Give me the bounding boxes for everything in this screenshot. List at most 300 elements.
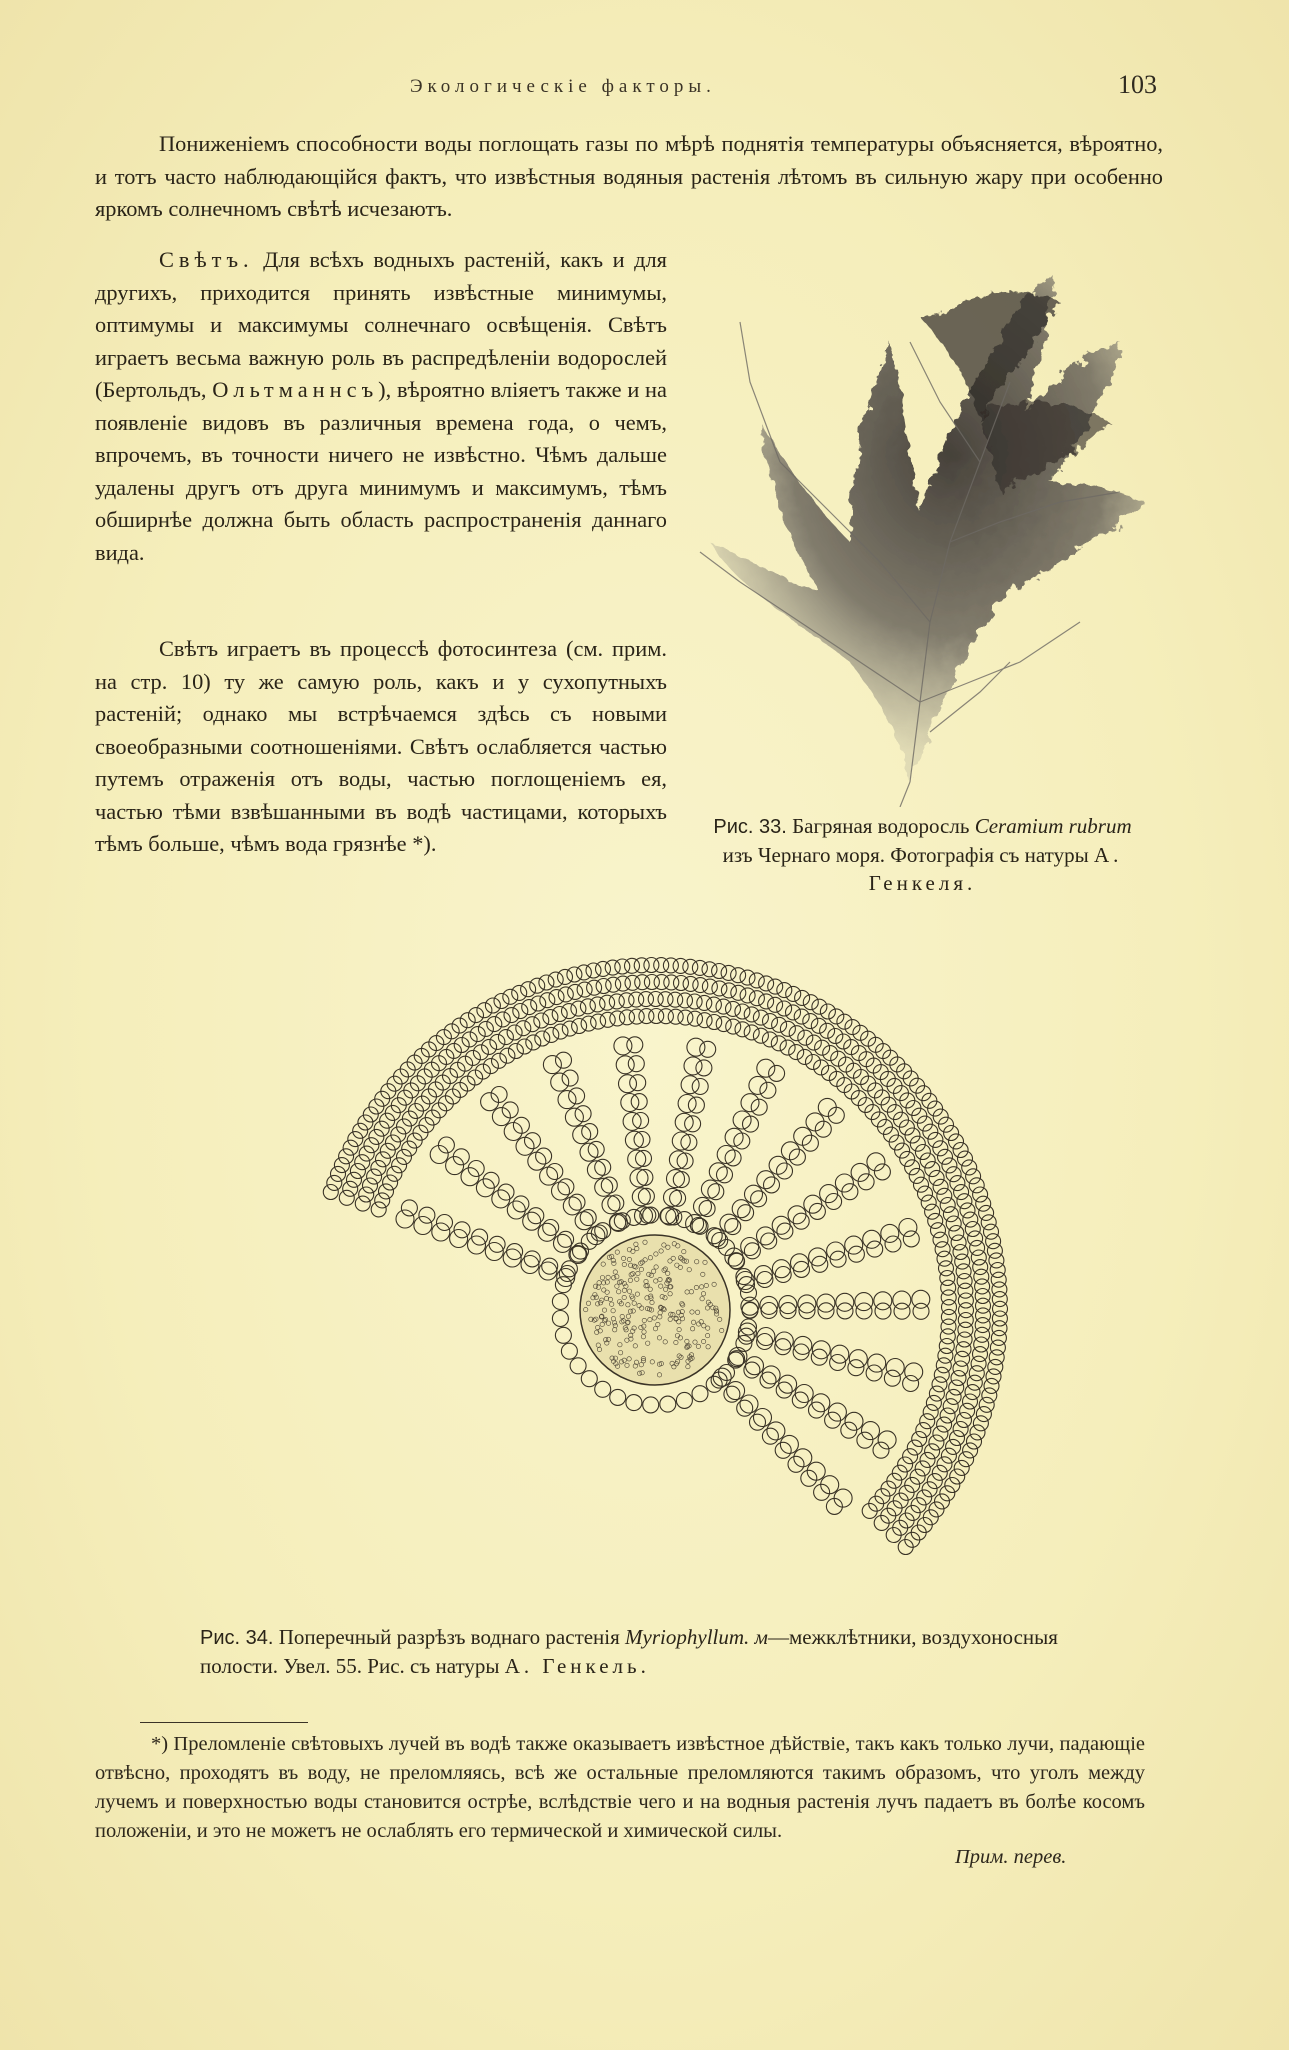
cortex-cell	[375, 1193, 390, 1208]
cortex-cell	[970, 1425, 985, 1440]
spoke-cell	[547, 1164, 563, 1180]
spoke-cell	[857, 1432, 873, 1448]
spoke-cell	[401, 1200, 417, 1216]
spoke-cell	[777, 1223, 793, 1239]
cortex-cell	[586, 963, 601, 978]
cortex-cell	[371, 1160, 386, 1175]
cortex-cell	[815, 1040, 830, 1055]
spoke-cell	[885, 1236, 901, 1252]
paragraph-intro: Пониженіемъ способности воды поглощать газы по мѣрѣ поднятія температуры объясняется, вѣроятно, и тотъ часто наблюдающійся фактъ, что извѣстныя водяныя растенія лѣтомъ въ сильную жару при особенно яркомъ солнечномъ свѣтѣ исчезаютъ.	[95, 131, 1163, 221]
spoke-cell	[750, 1414, 766, 1430]
cortex-cell	[927, 1474, 942, 1489]
cortex-cell	[379, 1184, 394, 1199]
cortex-cell	[982, 1388, 997, 1403]
cortex-cell	[900, 1151, 915, 1166]
spoke-cell	[569, 1194, 585, 1210]
cortex-cell	[540, 993, 555, 1008]
endodermis-cell	[595, 1223, 611, 1239]
endodermis-cell	[719, 1240, 735, 1256]
spoke-cell	[738, 1205, 754, 1221]
cortex-cell	[558, 969, 573, 984]
cortex-cell	[795, 990, 810, 1005]
cortex-cell	[820, 1004, 835, 1019]
spoke-cell	[507, 1244, 523, 1260]
spoke-cell	[587, 1161, 605, 1179]
cortex-cell	[965, 1385, 980, 1400]
figure-34-author: А. Генкель.	[504, 1654, 650, 1678]
spoke-cell	[762, 1366, 780, 1384]
endodermis-cell	[741, 1285, 757, 1301]
spoke-cell	[708, 1184, 724, 1200]
cortex-cell	[942, 1158, 957, 1173]
cortex-cell	[929, 1170, 944, 1185]
cortex-cell	[571, 1001, 586, 1016]
figure-34-caption	[200, 1623, 1090, 1680]
cortex-cell	[939, 1117, 954, 1132]
paragraph-light-body: Для всѣхъ водныхъ растеній, какъ и для другихъ, приходится принять извѣстные минимумы, оптимумы и максимумы солнечнаго освѣщенія. Свѣтъ играетъ весьма важную роль въ распредѣленіи водорослей (Бертольдъ,	[95, 247, 667, 402]
cortex-cell	[954, 1460, 969, 1475]
spoke-cell	[881, 1224, 899, 1242]
cortex-cell	[932, 1377, 947, 1392]
figure-33-author: А. Генкеля.	[868, 843, 1123, 895]
spoke-cell	[762, 1428, 778, 1444]
spoke-cell	[836, 1293, 854, 1311]
cortex-cell	[986, 1369, 1001, 1384]
spoke-cell	[468, 1161, 484, 1177]
cortex-cell	[941, 1448, 956, 1463]
cortex-cell	[946, 1216, 961, 1231]
spoke-cell	[628, 1150, 646, 1168]
spoke-cell	[886, 1359, 904, 1377]
endodermis-cell	[626, 1209, 642, 1225]
cortex-cell	[753, 1028, 768, 1043]
cortex-cell	[929, 1386, 944, 1401]
footnote-signature: Прим. перев.	[955, 1846, 1067, 1868]
cortex-cell	[526, 1035, 541, 1050]
spoke-cell	[709, 1163, 727, 1181]
cross-section-drawing	[225, 950, 1065, 1610]
spoke-cell	[863, 1230, 881, 1248]
cortex-cell	[343, 1181, 358, 1196]
paragraph-light-body-2: ), вѣроятно вліяетъ также и на появленіе видовъ въ различныя времена года, о чемъ, впрочемъ, въ точности ничего не извѣстно. Чѣмъ дальше удалены другъ отъ друга минимумъ и максимумъ, тѣмъ обширнѣе должна быть область распространенія даннаго вида.	[95, 377, 667, 565]
spoke-cell	[696, 1060, 712, 1076]
footnote-rule	[140, 1722, 308, 1723]
spoke-cell	[414, 1217, 432, 1235]
cortex-cell	[581, 1016, 596, 1031]
cortex-cell	[932, 1465, 947, 1480]
spoke-cell	[745, 1185, 763, 1203]
cortex-cell	[925, 1162, 940, 1177]
cortex-cell	[771, 1036, 786, 1051]
spoke-cell	[831, 1345, 849, 1363]
cortex-cell	[946, 1389, 961, 1404]
cortex-cell	[892, 1465, 907, 1480]
cortex-cell	[797, 1049, 812, 1064]
spoke-cell	[779, 1375, 797, 1393]
spoke-cell	[725, 1150, 741, 1166]
cortex-cell	[521, 982, 536, 997]
author-oltmanns: Ольтманнсъ	[212, 377, 379, 402]
spoke-cell	[802, 1135, 818, 1151]
spoke-cell	[741, 1238, 759, 1256]
cortex-cell	[763, 1014, 778, 1029]
cortex-cell	[548, 972, 563, 987]
cortex-cell	[938, 1348, 953, 1363]
cortex-cell	[753, 1010, 768, 1025]
cortex-cell	[494, 994, 509, 1009]
spoke-cell	[630, 1075, 646, 1091]
cortex-cell	[744, 1007, 759, 1022]
cortex-cell	[925, 1444, 940, 1459]
cortex-cell	[768, 979, 783, 994]
spoke-cell	[733, 1111, 751, 1129]
cortex-cell	[762, 1032, 777, 1047]
cortex-cell	[806, 1055, 821, 1070]
spoke-cell	[757, 1059, 775, 1077]
cortex-cell	[967, 1434, 982, 1449]
cortex-cell	[768, 997, 783, 1012]
cortex-cell	[355, 1196, 370, 1211]
cortex-cell	[943, 1399, 958, 1414]
endodermis-cell	[676, 1392, 692, 1408]
spoke-cell	[700, 1041, 716, 1057]
cortex-cell	[916, 1423, 931, 1438]
endodermis-cell	[692, 1218, 708, 1234]
spoke-cell	[601, 1177, 617, 1193]
cortex-cell	[780, 1021, 795, 1036]
cortex-cell	[903, 1449, 918, 1464]
spoke-cell	[812, 1256, 828, 1272]
cortex-cell	[973, 1187, 988, 1202]
cortex-cell	[387, 1166, 402, 1181]
figure-34-text-a: Поперечный разрѣзъ воднаго растенія	[278, 1625, 620, 1649]
cortex-cell	[504, 1008, 519, 1023]
spoke-cell	[794, 1449, 812, 1467]
spoke-cell	[866, 1365, 882, 1381]
cortex-cell	[940, 1408, 955, 1423]
spoke-cell	[573, 1126, 591, 1144]
spoke-cell	[595, 1159, 611, 1175]
spoke-cell	[450, 1230, 468, 1248]
cortex-cell	[498, 1030, 513, 1045]
cortex-cell	[376, 1152, 391, 1167]
spoke-cell	[419, 1207, 435, 1223]
spoke-cell	[780, 1435, 798, 1453]
spoke-cell	[754, 1409, 772, 1427]
cortex-cell	[806, 1035, 821, 1050]
cortex-cell	[539, 975, 554, 990]
spoke-cell	[492, 1108, 510, 1126]
cortex-cell	[969, 1178, 984, 1193]
spoke-cell	[616, 1056, 634, 1074]
spoke-cell	[741, 1094, 759, 1112]
cortex-cell	[371, 1202, 386, 1217]
figure-34-cross-section	[225, 950, 1065, 1610]
figure-33-text-b: изъ Чернаго моря. Фотографія съ натуры	[722, 843, 1089, 867]
spoke-cell	[558, 1231, 574, 1247]
cortex-cell	[953, 1422, 968, 1437]
spoke-cell	[725, 1219, 741, 1235]
cortex-cell	[716, 1017, 731, 1032]
spoke-cell	[686, 1215, 704, 1233]
spoke-cell	[575, 1212, 593, 1230]
cortex-cell	[534, 1013, 549, 1028]
spoke-cell	[627, 1037, 643, 1053]
running-title: Экологическіе факторы.	[410, 76, 716, 97]
cortex-cell	[744, 1025, 759, 1040]
cortex-cell	[591, 1014, 606, 1029]
cortex-cell	[915, 1145, 930, 1160]
spoke-cell	[749, 1076, 767, 1094]
spoke-cell	[724, 1386, 740, 1402]
cortex-cell	[697, 995, 712, 1010]
spoke-cell	[792, 1392, 808, 1408]
spoke-cell	[552, 1182, 570, 1200]
cortex-cell	[943, 1207, 958, 1222]
cortex-cell	[953, 1143, 968, 1158]
cortex-cell	[567, 967, 582, 982]
cortex-cell	[386, 1135, 401, 1150]
cortex-cell	[949, 1380, 964, 1395]
cortex-cell	[968, 1231, 983, 1246]
cortex-cell	[953, 1361, 968, 1376]
cortex-cell	[933, 1232, 948, 1247]
cortex-cell	[946, 1439, 961, 1454]
endodermis-cell	[706, 1376, 722, 1392]
spoke-cell	[899, 1219, 917, 1237]
cortex-cell	[803, 1014, 818, 1029]
cortex-cell	[562, 1004, 577, 1019]
cortex-cell	[507, 1025, 522, 1040]
spoke-cell	[751, 1191, 767, 1207]
cortex-cell	[786, 986, 801, 1001]
cortex-cell	[979, 1397, 994, 1412]
cortex-cell	[798, 1030, 813, 1045]
spoke-cell	[794, 1261, 810, 1277]
spoke-cell	[701, 1180, 719, 1198]
spoke-cell	[849, 1350, 867, 1368]
cortex-cell	[348, 1132, 363, 1147]
cortex-cell	[512, 985, 527, 1000]
cortex-cell	[928, 1213, 943, 1228]
cortex-cell	[355, 1155, 370, 1170]
paragraph-photosynthesis: Свѣтъ играетъ въ процессѣ фотосинтеза (см. прим. на стр. 10) ту же самую роль, какъ и у сухопутныхъ растеній; однако мы встрѣчаемся здѣсь съ новыми своеобразными соотношеніями. Свѣтъ ослабляется частью путемъ отраженія отъ воды, частью поглощеніемъ ея, частью тѣми взвѣшанными въ водѣ частицами, которыхъ тѣмъ больше, чѣмъ вода грязнѣе *).	[95, 636, 667, 856]
spoke-cell	[558, 1091, 576, 1109]
spoke-cell	[878, 1431, 896, 1449]
endodermis-cell	[610, 1215, 626, 1231]
cortex-cell	[712, 981, 727, 996]
spoke-cell	[638, 1188, 654, 1204]
cortex-cell	[697, 1013, 712, 1028]
cortex-cell	[721, 965, 736, 980]
endodermis-cell	[660, 1396, 676, 1412]
cortex-cell	[907, 1440, 922, 1455]
cortex-cell	[984, 1224, 999, 1239]
cortex-cell	[914, 1177, 929, 1192]
spoke-cell	[868, 1354, 886, 1372]
cortex-cell	[895, 1143, 910, 1158]
endodermis-cell	[552, 1311, 568, 1327]
cortex-cell	[920, 1414, 935, 1429]
cortex-cell	[958, 1151, 973, 1166]
cortex-cell	[954, 1185, 969, 1200]
spoke-cell	[562, 1070, 578, 1086]
endodermis-cell	[555, 1277, 571, 1293]
cortex-cell	[925, 1204, 940, 1219]
cortex-cell	[794, 1009, 809, 1024]
cortex-cell	[735, 1004, 750, 1019]
running-head	[0, 70, 1289, 106]
spoke-cell	[769, 1065, 785, 1081]
cortex-cell	[920, 1153, 935, 1168]
cortex-cell	[905, 1160, 920, 1175]
cortex-cell	[923, 1124, 938, 1139]
spoke-cell	[776, 1382, 792, 1398]
figure-34-marker: м	[754, 1625, 768, 1649]
cortex-cell	[740, 988, 755, 1003]
cortex-cell	[950, 1176, 965, 1191]
spoke-cell	[437, 1215, 453, 1231]
spoke-cell	[664, 1188, 682, 1206]
cortex-cell	[949, 1134, 964, 1149]
cortex-cell	[530, 978, 545, 993]
spoke-cell	[565, 1108, 583, 1126]
cortex-cell	[707, 1015, 722, 1030]
cortex-cell	[909, 1168, 924, 1183]
cortex-cell	[469, 1008, 484, 1023]
cortex-cell	[517, 1039, 532, 1054]
spoke-cell	[513, 1117, 529, 1133]
endodermis-cell	[570, 1358, 586, 1374]
cortex-cell	[944, 1126, 959, 1141]
spoke-cell	[761, 1233, 777, 1249]
spoke-cell	[523, 1212, 541, 1230]
cortex-cell	[803, 995, 818, 1010]
spoke-cell	[732, 1200, 750, 1218]
cortex-cell	[937, 1188, 952, 1203]
endodermis-cell	[552, 1294, 568, 1310]
cortex-cell	[933, 1426, 948, 1441]
cortex-cell	[976, 1407, 991, 1422]
cortex-cell	[470, 1027, 485, 1042]
spoke-cell	[764, 1177, 780, 1193]
cortex-cell	[525, 1017, 540, 1032]
figure-34-label: Рис. 34.	[200, 1627, 274, 1649]
cortex-cell	[397, 1149, 412, 1164]
cortex-cell	[976, 1298, 991, 1313]
spoke-cell	[874, 1164, 890, 1180]
spoke-cell	[687, 1038, 705, 1056]
cortex-cell	[931, 1223, 946, 1238]
spoke-cell	[684, 1057, 702, 1075]
footnote: *) Преломленіе свѣтовыхъ лучей въ водѣ также оказываетъ извѣстное дѣйствіе, такъ какъ только лучи, падающіе отвѣсно, проходятъ въ воду, не преломляясь, всѣ же остальные преломляются такимъ образомъ, что уголъ между лучемъ и поверхностью воды становится острѣе, вслѣдствіе чего и на водныя растенія лучъ падаетъ въ болѣе косомъ положеніи, и это не можетъ не ослаблять его термической и химической силы.	[95, 1733, 1145, 1842]
cortex-cell	[945, 1478, 960, 1493]
cortex-cell	[721, 983, 736, 998]
cortex-cell	[959, 1452, 974, 1467]
spoke-cell	[538, 1223, 556, 1241]
cortex-cell	[970, 1240, 985, 1255]
cortex-cell	[777, 983, 792, 998]
cortex-cell	[492, 1053, 507, 1068]
spoke-cell	[793, 1213, 809, 1229]
cortex-cell	[949, 1226, 964, 1241]
cortex-cell	[935, 1242, 950, 1257]
spoke-cell	[528, 1208, 544, 1224]
cortex-cell	[716, 999, 731, 1014]
cortex-cell	[786, 1005, 801, 1020]
endodermis-cell	[676, 1212, 692, 1228]
alga-illustration	[680, 262, 1155, 807]
cortex-cell	[482, 1039, 497, 1054]
endodermis-cell	[626, 1395, 642, 1411]
endodermis-cell	[610, 1389, 626, 1405]
cortex-cell	[929, 1435, 944, 1450]
cortex-cell	[577, 982, 592, 997]
spoke-cell	[845, 1236, 863, 1254]
cortex-cell	[702, 979, 717, 994]
spoke-cell	[769, 1156, 787, 1174]
endodermis-cell	[706, 1228, 722, 1244]
cortex-cell	[934, 1367, 949, 1382]
spoke-cell	[489, 1236, 505, 1252]
cortex-cell	[933, 1179, 948, 1194]
cortex-cell	[712, 964, 727, 979]
cortex-cell	[938, 1149, 953, 1164]
spoke-cell	[492, 1190, 510, 1208]
endodermis-cell	[555, 1327, 571, 1343]
cortex-cell	[946, 1167, 961, 1182]
spoke-cell	[491, 1087, 507, 1103]
paragraph-light	[95, 244, 667, 569]
page-number: 103	[1118, 70, 1157, 99]
endodermis-cell	[595, 1381, 611, 1397]
cortex-cell	[735, 1022, 750, 1037]
cortex-cell	[772, 1017, 787, 1032]
spoke-cell	[740, 1395, 758, 1413]
cortex-cell	[392, 1158, 407, 1173]
spoke-cell	[694, 1197, 712, 1215]
cortex-cell	[940, 1198, 955, 1213]
cortex-cell	[353, 1123, 368, 1138]
spoke-cell	[513, 1196, 529, 1212]
cortex-cell	[789, 1045, 804, 1060]
cortex-cell	[535, 1031, 550, 1046]
spoke-cell	[670, 1190, 686, 1206]
spoke-cell	[760, 1372, 776, 1388]
cortex-cell	[702, 962, 717, 977]
cortex-cell	[926, 1395, 941, 1410]
spoke-cell	[913, 1303, 929, 1319]
spoke-cell	[814, 1484, 830, 1500]
cortex-cell	[552, 1007, 567, 1022]
cortex-cell	[966, 1169, 981, 1184]
cortex-cell	[963, 1212, 978, 1227]
spoke-cell	[761, 1303, 777, 1319]
spoke-cell	[737, 1400, 753, 1416]
cortex-cell	[380, 1143, 395, 1158]
cortex-cell	[951, 1235, 966, 1250]
cortex-cell	[780, 1040, 795, 1055]
cortex-cell	[503, 989, 518, 1004]
spoke-cell	[903, 1231, 919, 1247]
cortex-cell	[829, 1009, 844, 1024]
section-heading-light: Свѣтъ.	[159, 247, 254, 272]
cortex-cell	[812, 999, 827, 1014]
cortex-cell	[347, 1172, 362, 1187]
spoke-cell	[681, 1076, 699, 1094]
spoke-cell	[903, 1376, 919, 1392]
cortex-cell	[811, 1018, 826, 1033]
